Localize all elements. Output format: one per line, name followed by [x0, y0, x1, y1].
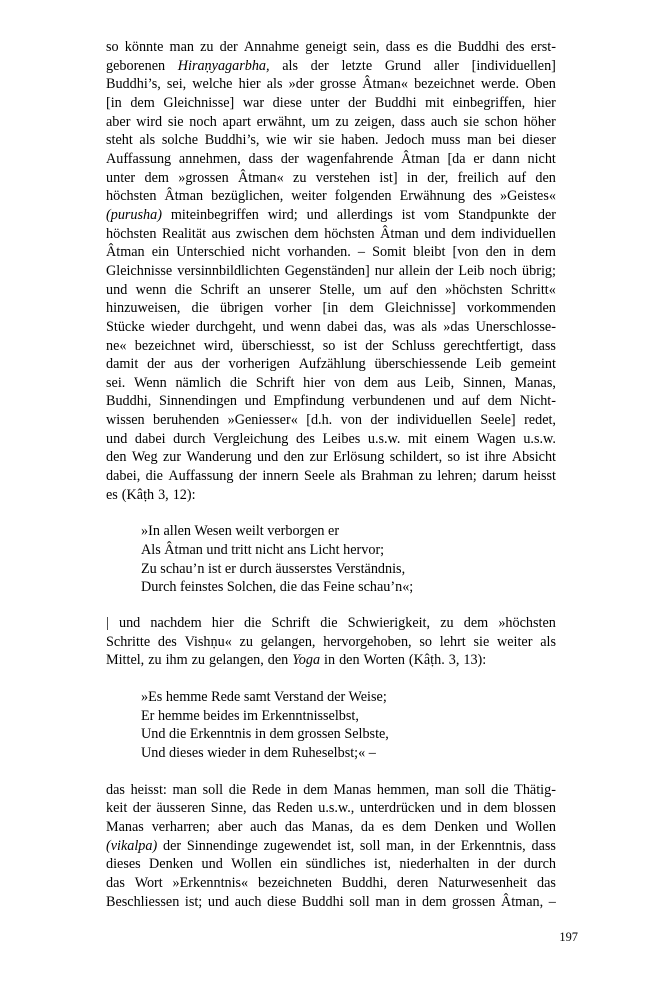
- page-text-column: [106, 38, 556, 911]
- text-line: so könnte man zu der Annahme geneigt sein, dass es die Buddhi des erst-: [106, 39, 556, 55]
- text-line: (purusha) miteinbegriffen wird; und allerdings ist vom Standpunkte der: [106, 206, 556, 223]
- text-line: sei. Wenn nämlich die Schrift hier von dem aus Leib, Sinnen, Manas,: [106, 374, 556, 391]
- italic-term-purusha: (purusha): [106, 206, 162, 223]
- text-line: keit der äusseren Sinne, das Reden u.s.w., unterdrücken und in dem blossen: [106, 800, 556, 817]
- block-gap: [106, 597, 556, 614]
- text-line: höchsten Realität aus zwischen dem höchsten Âtman und dem individuellen: [106, 225, 556, 242]
- text-line: dieses Denken und Wollen ein sündliches ist, niederhalten in der durch: [106, 856, 556, 873]
- block-gap: [106, 504, 556, 522]
- text-line: ne« bezeichnet wird, überschiesst, so ist der Schluss gerechtfertigt, dass: [106, 337, 556, 354]
- text-line: Buddhi’s, sei, welche hier als »der grosse Âtman« bezeichnet werde. Oben: [106, 76, 556, 93]
- text-line: höchsten Âtman bezüglichen, weiter folgenden Erwähnung des »Geistes«: [106, 188, 556, 205]
- verse-line: »Es hemme Rede samt Verstand der Weise;: [141, 689, 387, 705]
- italic-term-vikalpa: (vikalpa): [106, 837, 158, 854]
- text-line: Buddhi, Sinnendingen und Empfindung verbundenen und auf dem Nicht-: [106, 393, 556, 410]
- verse-line: Und die Erkenntnis in dem grossen Selbste,: [141, 726, 389, 743]
- text-line: steht als solche Buddhi’s, wie wir sie haben. Jedoch muss man bei dieser: [106, 132, 556, 149]
- page-number: 197: [559, 930, 578, 944]
- block-gap: [106, 670, 556, 688]
- italic-term-yoga: Yoga: [292, 652, 321, 669]
- text-line: | und nachdem hier die Schrift die Schwierigkeit, zu dem »höchsten: [106, 615, 556, 632]
- text-line: (vikalpa) der Sinnendinge zugewendet ist, soll man, in der Erkenntnis, dass: [106, 837, 556, 854]
- block-gap: [106, 763, 556, 781]
- text-line: es (Kâṭh 3, 12):: [106, 486, 196, 503]
- verse-block-2: [106, 688, 556, 763]
- paragraph-1: [106, 38, 556, 504]
- paragraph-3: [106, 781, 556, 912]
- text-line: das heisst: man soll die Rede in dem Manas hemmen, man soll die Thätig-: [106, 781, 556, 798]
- text-line: und wenn die Schrift an unserer Stelle, um auf den »höchsten Schritt«: [106, 281, 556, 298]
- text-line: hinzuweisen, die übrigen vorher [in dem Gleichnisse] vorkommenden: [106, 300, 556, 317]
- text-line: Gleichnisse versinnbildlichten Gegenständen] nur allein der Leib noch übrig;: [106, 262, 556, 279]
- verse-block-1: [106, 522, 556, 597]
- text-line: das Wort »Erkenntnis« bezeichneten Buddhi, deren Naturwesenheit das: [106, 874, 556, 891]
- verse-line: Er hemme beides im Erkenntnisselbst,: [141, 707, 359, 724]
- verse-line: Zu schau’n ist er durch äusserstes Verständnis,: [141, 560, 406, 577]
- text-line: Beschliessen ist; und auch diese Buddhi soll man in dem grossen Âtman, –: [106, 893, 556, 910]
- text-line: dabei, die Auffassung der innern Seele als Brahman zu lehren; darum heisst: [106, 468, 556, 485]
- text-line: wissen beruhenden »Geniesser« [d.h. von der individuellen Seele] redet,: [106, 412, 556, 429]
- text-line: damit der aus der vorherigen Aufzählung überschiessende Leib gemeint: [106, 356, 556, 373]
- text-line: Manas verharren; aber auch das Manas, da es dem Denken und Wollen: [106, 818, 556, 835]
- verse-line: Als Âtman und tritt nicht ans Licht hervor;: [141, 542, 385, 559]
- text-line: den Weg zur Wanderung und den zur Erlösung schildert, so ist ihre Absicht: [106, 449, 556, 466]
- text-line: [in dem Gleichnisse] war diese unter der Buddhi mit einbegriffen, hier: [106, 94, 556, 111]
- verse-line: »In allen Wesen weilt verborgen er: [141, 523, 340, 540]
- text-line: Âtman ein Unterschied nicht vorhanden. – Somit bleibt [von den in dem: [106, 244, 556, 261]
- text-line: geborenen Hiraṇyagarbha, als der letzte Grund aller [individuellen]: [106, 57, 556, 74]
- italic-term-hiranyagarbha: Hiraṇyagarbha,: [177, 57, 270, 74]
- text-line: Stücke wieder durchgeht, und wenn dabei das, was als »das Unerschlosse-: [106, 318, 556, 335]
- text-line: unter dem »grossen Âtman« zu verstehen ist] in der, freilich auf den: [106, 169, 556, 186]
- text-line: Schritte des Vishṇu« zu gelangen, hervorgehoben, so lehrt sie weiter als: [106, 633, 556, 650]
- paragraph-2: [106, 614, 556, 670]
- text-line: aber wird sie noch apart erwähnt, um zu zeigen, dass auch sie schon höher: [106, 113, 556, 130]
- verse-line: Durch feinstes Solchen, die das Feine schau’n«;: [141, 579, 414, 596]
- text-line: Auffassung annehmen, dass der wagenfahrende Âtman [da er dann nicht: [106, 150, 556, 167]
- text-line: und dabei durch Vergleichung des Leibes u.s.w. mit einem Wagen u.s.w.: [106, 430, 556, 447]
- verse-line: Und dieses wieder in dem Ruheselbst;« –: [141, 744, 376, 761]
- text-line: Mittel, zu ihm zu gelangen, den Yoga in den Worten (Kâṭh. 3, 13):: [106, 652, 487, 669]
